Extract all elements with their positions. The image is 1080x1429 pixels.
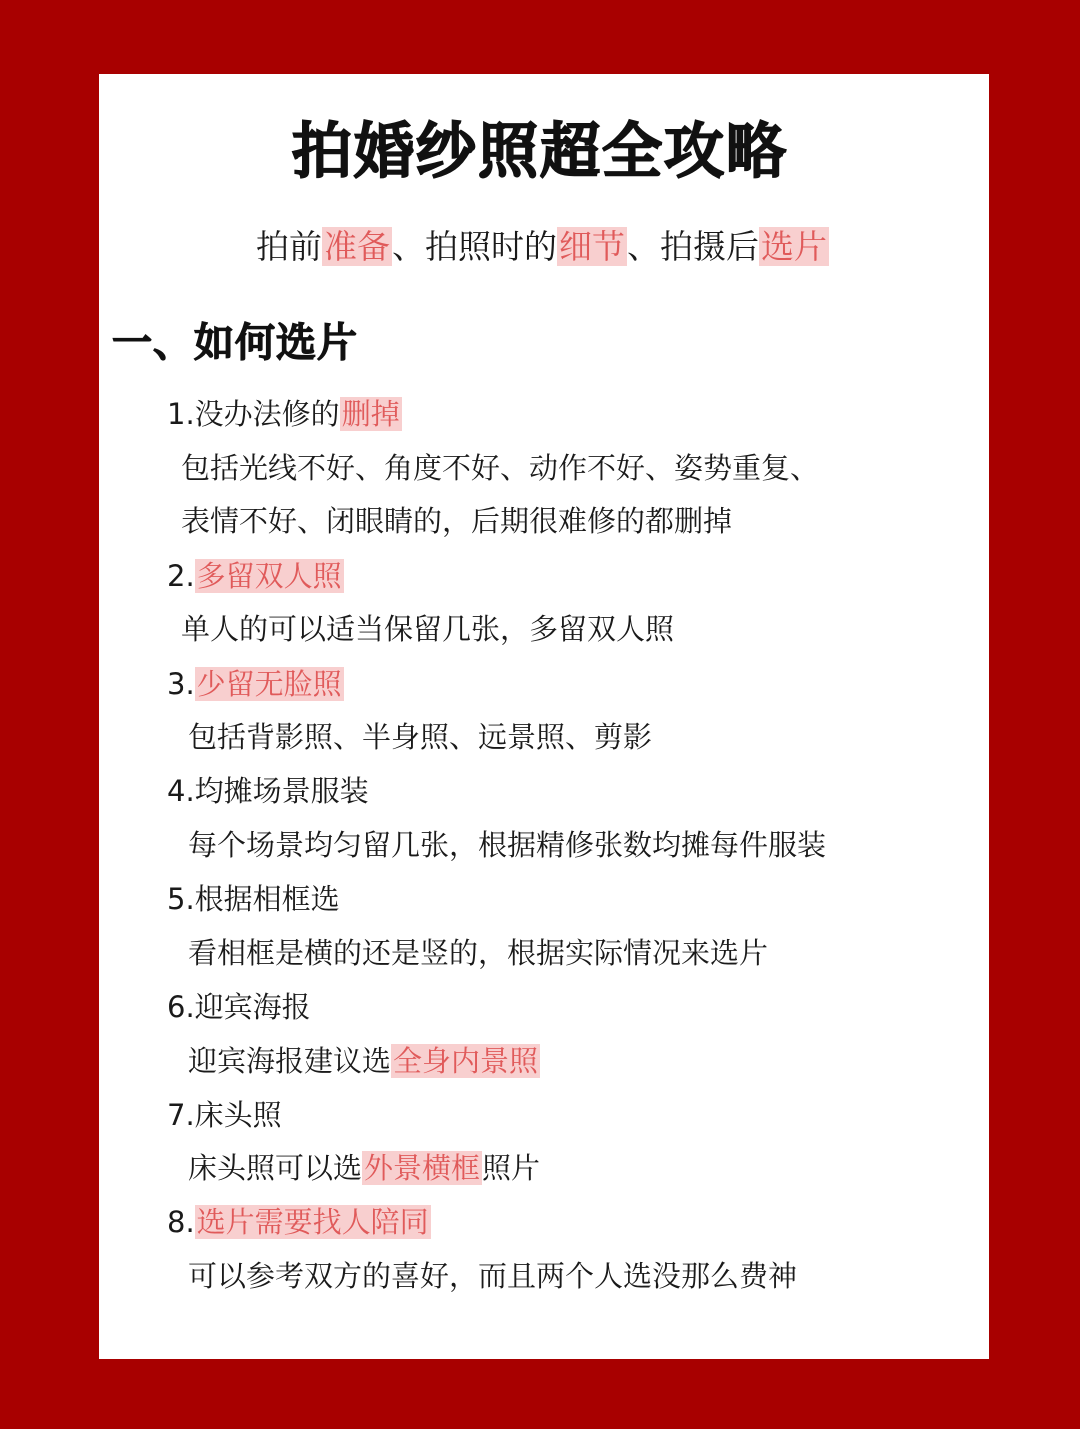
list-item-title: [167, 985, 311, 1029]
item-number: 7.: [167, 1098, 195, 1132]
list-item-title: [167, 392, 402, 436]
list-item-body: [188, 1146, 540, 1190]
list-item-body: 可以参考双方的喜好，而且两个人选没那么费神: [188, 1259, 798, 1293]
item-number: 3.: [167, 667, 195, 701]
item-title-text: 没办法修的: [194, 397, 340, 431]
list-item-title: [167, 769, 369, 813]
item-number: 2.: [167, 559, 195, 593]
item-body-highlight: 外景横框: [364, 1151, 481, 1185]
item-number: 1.: [167, 397, 195, 431]
item-number: 6.: [167, 990, 195, 1024]
item-title-highlight: 选片需要找人陪同: [196, 1205, 429, 1239]
item-body-text: 照片: [482, 1151, 541, 1185]
item-title-text: 根据相框选: [194, 882, 340, 916]
item-body-text: 迎宾海报建议选: [188, 1044, 392, 1078]
item-title-text: 床头照: [194, 1098, 282, 1132]
item-title-text: 迎宾海报: [194, 990, 311, 1024]
item-title-highlight: 多留双人照: [196, 559, 342, 593]
item-title-highlight: 少留无脸照: [196, 667, 342, 701]
list-item-body: 表情不好、闭眼睛的，后期很难修的都删掉: [181, 504, 733, 538]
item-number: 5.: [167, 882, 195, 916]
item-title-highlight: 删掉: [341, 397, 400, 431]
list-item-body: [188, 1039, 540, 1083]
subtitle-text: 、拍照时的: [392, 227, 557, 266]
list-item-title: [167, 1093, 282, 1137]
list-item-body: 单人的可以适当保留几张，多留双人照: [181, 612, 675, 646]
list-item-body: 看相框是横的还是竖的，根据实际情况来选片: [188, 936, 769, 970]
list-item-title: [167, 877, 340, 921]
section-heading: 一、如何选片: [112, 320, 358, 366]
list-item-body: 每个场景均匀留几张，根据精修张数均摊每件服装: [188, 828, 827, 862]
subtitle-highlight: 细节: [559, 227, 625, 266]
item-body-text: 床头照可以选: [188, 1151, 363, 1185]
list-item-title: [167, 1200, 431, 1244]
subtitle-text: 拍前: [256, 227, 322, 266]
list-item-title: [167, 554, 344, 598]
item-number: 8.: [167, 1205, 195, 1239]
item-number: 4.: [167, 774, 195, 808]
subtitle-highlight: 选片: [761, 227, 827, 266]
list-item-title: [167, 662, 344, 706]
subtitle-highlight: 准备: [324, 227, 390, 266]
subtitle: [0, 224, 1080, 270]
subtitle-text: 、拍摄后: [627, 227, 759, 266]
item-body-highlight: 全身内景照: [393, 1044, 539, 1078]
list-item-body: 包括光线不好、角度不好、动作不好、姿势重复、: [181, 451, 820, 485]
list-item-body: 包括背影照、半身照、远景照、剪影: [188, 720, 653, 754]
item-title-text: 均摊场景服装: [194, 774, 369, 808]
page-title: 拍婚纱照超全攻略: [292, 117, 788, 187]
